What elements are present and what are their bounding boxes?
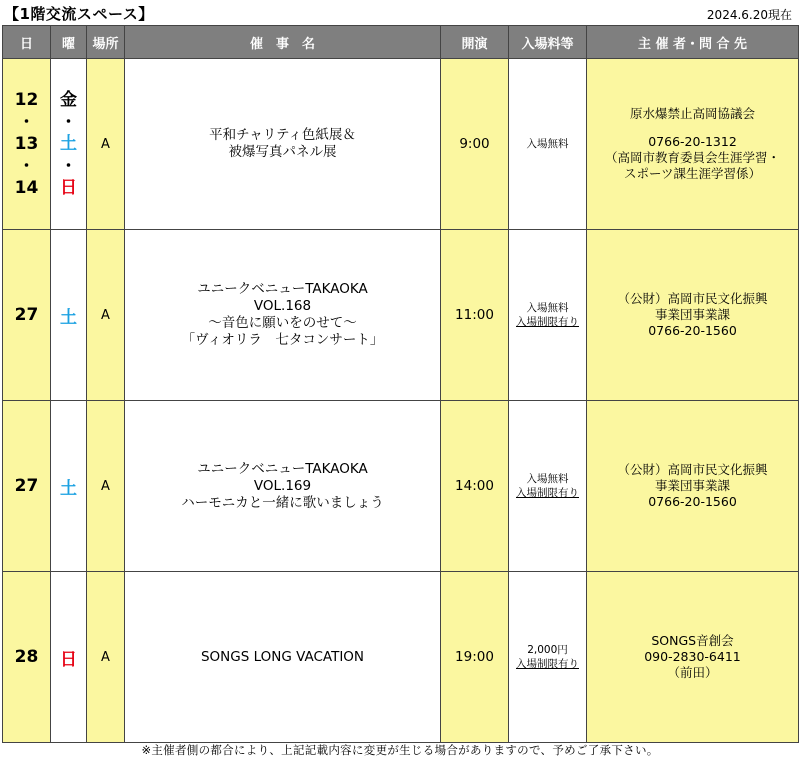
day-cell: [3, 401, 51, 572]
table-row: [3, 59, 799, 230]
fee-line: 入場制限有り: [516, 658, 579, 670]
organizer-line: 0766-20-1312: [648, 134, 737, 149]
organizer-line: （高岡市教育委員会生涯学習・: [604, 150, 780, 165]
column-header-venue: 場所: [87, 26, 125, 59]
venue-cell: A: [87, 230, 125, 401]
column-header-fee: 入場料等: [509, 26, 587, 59]
day-number: 27: [14, 476, 39, 496]
weekday-label: 土: [60, 134, 77, 154]
table-row: [3, 230, 799, 401]
day-cell: [3, 59, 51, 230]
organizer-line: 0766-20-1560: [648, 494, 737, 509]
open-time-cell: 14:00: [441, 401, 509, 572]
event-line: ユニークベニューTAKAOKA: [197, 281, 368, 297]
organizer-line: （前田）: [667, 665, 718, 680]
event-line: VOL.168: [253, 298, 312, 314]
organizer-line: 0766-20-1560: [648, 323, 737, 338]
organizer-cell: [587, 230, 799, 401]
organizer-cell: [587, 59, 799, 230]
day-number: 27: [14, 305, 39, 325]
weekday-label: 日: [60, 178, 77, 198]
organizer-line: 原水爆禁止高岡協議会: [629, 106, 755, 121]
weekday-cell: [51, 572, 87, 743]
weekday-label: 金: [60, 90, 77, 110]
fee-line: 入場無料: [526, 473, 569, 485]
column-header-organizer: 主 催 者・問 合 先: [587, 26, 799, 59]
fee-line: 2,000円: [527, 644, 568, 656]
organizer-line: スポーツ課生涯学習係）: [623, 166, 761, 181]
day-cell: [3, 572, 51, 743]
organizer-cell: [587, 401, 799, 572]
organizer-line: SONGS音創会: [651, 633, 734, 648]
fee-line: 入場制限有り: [516, 316, 579, 328]
day-number: 13: [14, 134, 39, 154]
organizer-line: （公財）高岡市民文化振興: [617, 462, 768, 477]
day-number: 28: [14, 647, 39, 667]
column-header-day: 日: [3, 26, 51, 59]
event-line: 被爆写真パネル展: [228, 144, 337, 160]
header-row: [3, 26, 799, 59]
event-line: 平和チャリティ色紙展＆: [209, 127, 356, 143]
venue-cell: A: [87, 59, 125, 230]
column-header-open: 開演: [441, 26, 509, 59]
organizer-cell: [587, 572, 799, 743]
organizer-line: 090-2830-6411: [644, 649, 741, 664]
event-cell: [125, 230, 441, 401]
organizer-line: 事業団事業課: [654, 307, 730, 322]
weekday-label: 土: [60, 307, 77, 328]
top-bar: [0, 0, 800, 26]
weekday-cell: [51, 59, 87, 230]
event-cell: [125, 572, 441, 743]
fee-cell: [509, 572, 587, 743]
event-line: ～音色に願いをのせて～: [208, 315, 357, 331]
event-line: 「ヴィオリラ 七タコンサート」: [181, 332, 384, 348]
schedule-table: [2, 25, 799, 743]
open-time-cell: 11:00: [441, 230, 509, 401]
separator-dot: ・: [18, 156, 35, 175]
fee-cell: [509, 59, 587, 230]
fee-line: 入場制限有り: [516, 487, 579, 499]
as-of-date: 2024.6.20現在: [706, 8, 792, 22]
event-cell: [125, 401, 441, 572]
weekday-label: 日: [60, 649, 77, 670]
event-line: VOL.169: [253, 477, 312, 494]
weekday-cell: [51, 401, 87, 572]
table-row: [3, 572, 799, 743]
fee-line: 入場無料: [526, 138, 569, 150]
fee-cell: [509, 401, 587, 572]
open-time-cell: 9:00: [441, 59, 509, 230]
separator-dot: ・: [18, 112, 35, 131]
venue-cell: A: [87, 401, 125, 572]
fee-line: 入場無料: [526, 302, 569, 314]
organizer-spacer: [587, 122, 798, 134]
column-header-event: 催 事 名: [125, 26, 441, 59]
weekday-cell: [51, 230, 87, 401]
venue-cell: A: [87, 572, 125, 743]
day-cell: [3, 230, 51, 401]
column-header-weekday: 曜: [51, 26, 87, 59]
organizer-line: （公財）高岡市民文化振興: [617, 291, 768, 306]
event-line: ハーモニカと一緒に歌いましょう: [181, 494, 384, 511]
open-time-cell: 19:00: [441, 572, 509, 743]
event-line: SONGS LONG VACATION: [200, 648, 365, 665]
weekday-label: 土: [60, 478, 77, 499]
table-row: [3, 401, 799, 572]
separator-dot: ・: [60, 112, 77, 131]
footnote: ※主催者側の都合により、上記記載内容に変更が生じる場合がありますので、予めご了承下さい。: [141, 743, 659, 757]
separator-dot: ・: [60, 156, 77, 175]
organizer-line: 事業団事業課: [654, 478, 730, 493]
day-number: 12: [14, 90, 39, 110]
page-title: 【1階交流スペース】: [4, 5, 154, 23]
event-line: ユニークベニューTAKAOKA: [197, 460, 368, 477]
day-number: 14: [14, 178, 39, 198]
event-cell: [125, 59, 441, 230]
fee-cell: [509, 230, 587, 401]
